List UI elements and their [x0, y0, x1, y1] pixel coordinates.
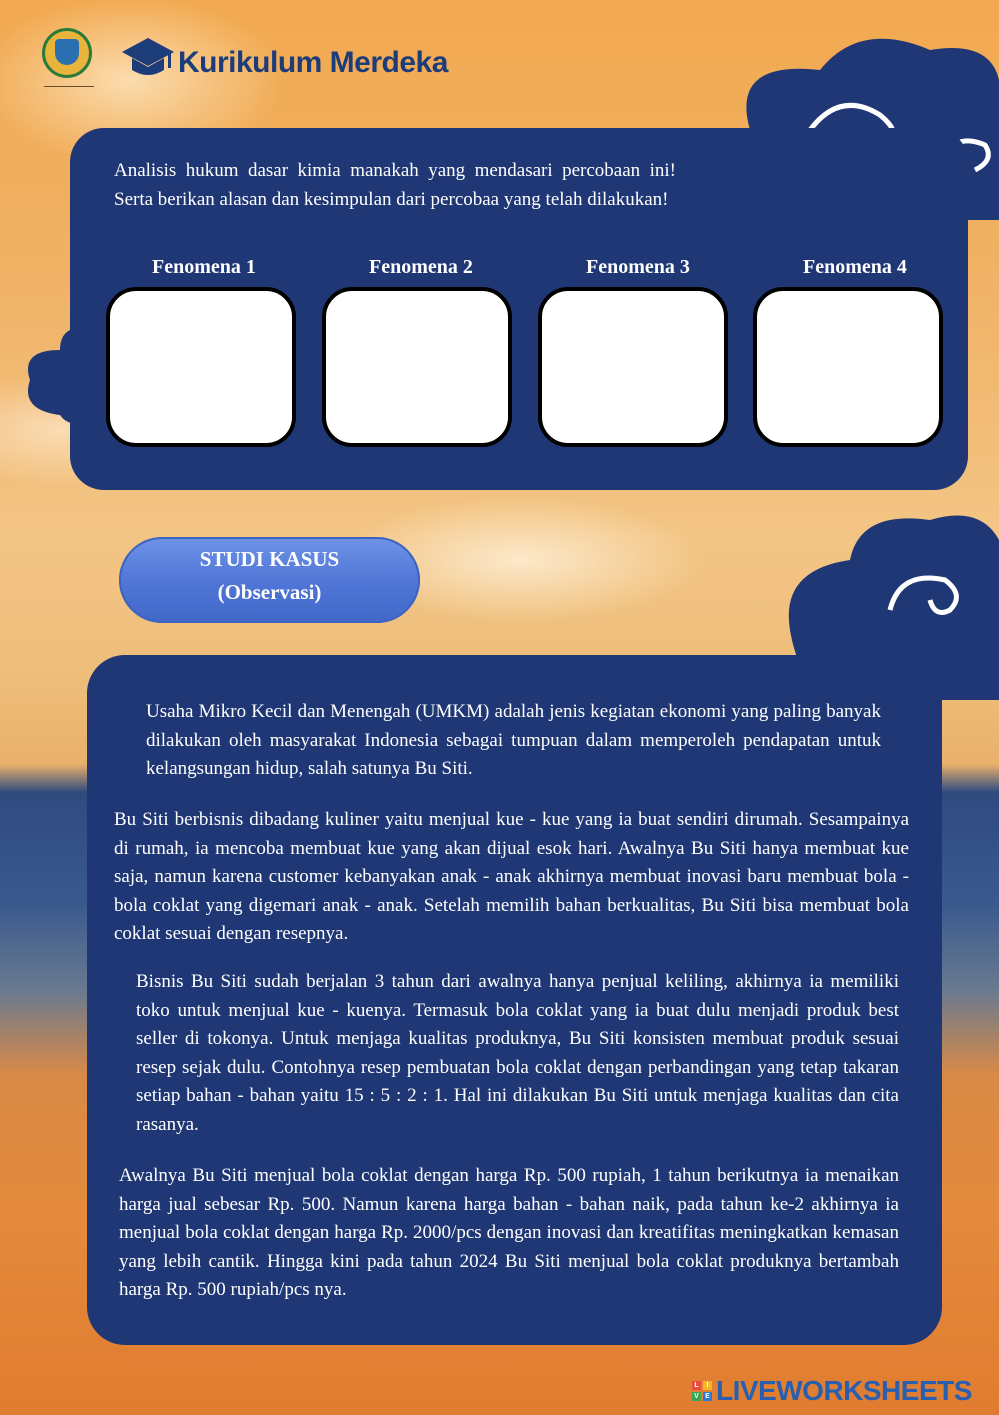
case-study-badge — [119, 537, 420, 623]
case-study-subtitle: (Observasi) — [217, 580, 322, 604]
phenomenon-box-4[interactable] — [753, 287, 943, 447]
case-paragraph-1: Usaha Mikro Kecil dan Menengah (UMKM) adalah jenis kegiatan ekonomi yang paling banyak dilakukan oleh masyarakat Indonesia sebagai tumpuan dalam memperoleh pendapatan untuk kelangsungan hidup, salah satunya Bu Siti. — [146, 701, 881, 779]
phenomenon-label-4: Fenomena 4 — [803, 256, 907, 278]
liveworksheets-logo — [692, 1376, 972, 1406]
logo-caption-divider — [44, 86, 94, 99]
phenomenon-box-2[interactable] — [322, 287, 512, 447]
instruction-text: Analisis hukum dasar kimia manakah yang mendasari percobaan ini! Serta berikan alasan dan kesimpulan dari percobaa yang telah dilakukan! — [114, 160, 676, 210]
phenomenon-label-3: Fenomena 3 — [586, 256, 690, 278]
case-paragraph-3: Bisnis Bu Siti sudah berjalan 3 tahun dari awalnya hanya penjual keliling, akhirnya ia memiliki toko untuk menjual kue - kuenya. Termasuk bola coklat yang ia buat dulu menjadi produk best seller di tokonya. Untuk menjaga kualitas produknya, Bu Siti konsisten membuat produk sesuai resep sejak dulu. Contohnya resep pembuatan bola coklat dengan perbandingan yang tetap takaran setiap bahan - bahan yaitu 15 : 5 : 2 : 1. Hal ini dilakukan Bu Siti untuk menjaga kualitas dan cita rasanya. — [136, 971, 899, 1135]
phenomenon-label-2: Fenomena 2 — [369, 256, 473, 278]
phenomenon-box-1[interactable] — [106, 287, 296, 447]
brand-title: Kurikulum Merdeka — [178, 46, 448, 79]
phenomenon-box-3[interactable] — [538, 287, 728, 447]
live-icon: L I V E — [692, 1381, 712, 1401]
graduation-cap-icon — [120, 36, 176, 84]
case-paragraph-4: Awalnya Bu Siti menjual bola coklat dengan harga Rp. 500 rupiah, 1 tahun berikutnya ia menaikan harga jual sebesar Rp. 500. Namun karena harga bahan - bahan naik, pada tahun ke-2 akhirnya ia menjual bola coklat dengan harga Rp. 2000/pcs dengan inovasi dan kreatifitas meningkatkan kemasan yang lebih cantik. Hingga kini pada tahun 2024 Bu Siti menjual bola coklat produknya bertambah harga Rp. 500 rupiah/pcs nya. — [119, 1165, 899, 1300]
case-paragraph-2: Bu Siti berbisnis dibadang kuliner yaitu menjual kue - kue yang ia buat sendiri dirumah. Sesampainya di rumah, ia mencoba membuat kue yang akan dijual esok hari. Awalnya Bu Siti hanya membuat kue saja, namun karena customer kebanyakan anak - anak akhirnya membuat inovasi baru membuat bola - bola coklat yang digemari anak - anak. Setelah memilih bahan berkualitas, Bu Siti bisa membuat bola coklat sesuai dengan resepnya. — [114, 809, 909, 944]
liveworksheets-brand: LIVEWORKSHEETS — [716, 1375, 972, 1406]
university-logo-icon — [42, 28, 92, 78]
case-study-title: STUDI KASUS — [199, 547, 340, 571]
phenomenon-label-1: Fenomena 1 — [152, 256, 256, 278]
